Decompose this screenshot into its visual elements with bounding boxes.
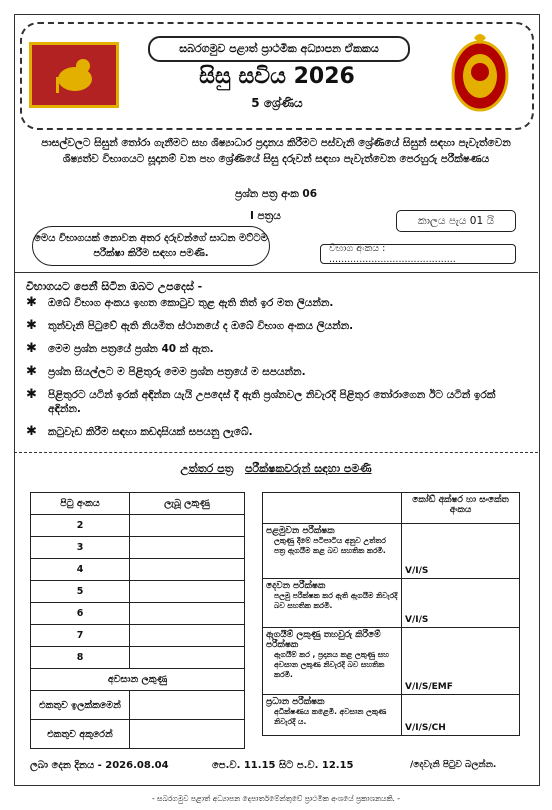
list-item: ✱ තුන්වැනි පිටුවේ ඇති නියමිත ස්ථානයේ ද ඔබේ විභාග අංකය ලියන්න. (26, 318, 354, 333)
answer-sheet-title: උත්තර පත්‍ර පරීක්ෂකවරුන් සඳහා පමණි (180, 462, 372, 475)
instructions-list (26, 296, 522, 448)
table-row: එකතුව අකුරෙන් (31, 720, 245, 749)
marks-table (30, 492, 245, 749)
exam-time: පෙ.ව. 11.15 සිට ප.ව. 12.15 (212, 760, 354, 771)
organization-label: සබරගමුව පළාත් ප්‍රාථමික අධ්‍යාපන ඒකකය (148, 36, 410, 62)
table-row: අවසාන ලකුණු (31, 669, 245, 691)
index-number-field[interactable]: විභාග අංකය : .......................................... (320, 244, 516, 264)
examiner-table (262, 492, 520, 736)
table-row: පිටු අංකය ලැබූ ලකුණු (31, 493, 245, 515)
exam-date: ලබා දෙන දිනය - 2026.08.04 (30, 760, 169, 771)
total-digits-cell[interactable] (130, 691, 245, 720)
dashed-divider (14, 452, 538, 453)
turn-page-note: /දෙවැනි පිටුව බලන්න. (410, 760, 497, 770)
table-row: දෙවන පරීක්ෂක පලමු පරීක්ෂක කර ඇති ඇගයීම නිවැරදි බව සහතික කරමි. V/I/S (263, 579, 520, 628)
table-row: පළමුවන පරීක්ෂක ලකුණු දීමේ පටිපාටිය අනුව උත්තර පත්‍ර ඇගයීම කළ බව සහතික කරමි. V/I/S (263, 524, 520, 579)
table-row: 2 (31, 515, 245, 537)
asterisk-icon: ✱ (26, 341, 37, 356)
instructions-title: විභාගයට පෙනී සිටින ඔබට උපදෙස් - (26, 280, 203, 293)
lion-icon (50, 53, 100, 97)
asterisk-icon: ✱ (26, 318, 37, 333)
marks-cell[interactable] (130, 559, 245, 581)
table-row: 3 (31, 537, 245, 559)
grade-label: 5 ශ්‍රේණිය (251, 96, 303, 110)
asterisk-icon: ✱ (26, 295, 37, 310)
asterisk-icon: ✱ (26, 387, 37, 402)
table-row: 6 (31, 603, 245, 625)
marks-cell[interactable] (130, 515, 245, 537)
table-row: එකතුව ඉලක්කමෙන් (31, 691, 245, 720)
marks-cell[interactable] (130, 537, 245, 559)
marks-cell[interactable] (130, 647, 245, 669)
table-row: 5 (31, 581, 245, 603)
state-emblem (448, 30, 512, 116)
table-row: ඇගයීම් ලකුණු තහවුරු කිරීමේ පරීක්ෂක ඇගයීම් කර , ප්‍රදානය කළ ලකුණු සහ අවසාන ලකුණ නිවැරදි බව සහතික කරමි. V/I/S/EMF (263, 628, 520, 695)
footer-note: - සබරගමුව පළාත් අධ්‍යාපන දෙපාර්තමේන්තුවේ ප්‍රාථමික අංශයේ ප්‍රකාශනයකි. - (151, 794, 401, 803)
total-words-cell[interactable] (130, 720, 245, 749)
paper-number: ප්‍රශ්න පත්‍ර අංක 06 (234, 188, 318, 200)
marks-cell[interactable] (130, 625, 245, 647)
intro-text: පාසල්වලට සිසුන් තෝරා ගැනීමට සහ ශිෂ්‍යාධාර ප්‍රදානය කිරීමට පස්වැනි ශ්‍රේණියේ සිසුන් සඳහා පැවැත්වෙන ශිෂ්‍යත්ව විභාගයට සූදානම් වන පහ ශ්‍රේණියේ සිසු දරුවන් සඳහා පැවැත්වෙන පෙරහුරු පරීක්ෂණය (41, 137, 511, 165)
table-row: කෝඩ් අක්ෂර හා සංකේත අංකය (263, 493, 520, 524)
list-item: ✱ ඔබේ විභාග අංකය ඉහත කොටුව තුළ ඇති තිත් ඉර මත ලියන්න. (26, 295, 334, 310)
list-item: ✱ ප්‍රශ්න සියල්ලට ම පිළිතුරු මෙම ප්‍රශ්න පත්‍රයේ ම සපයන්න. (26, 364, 306, 379)
asterisk-icon: ✱ (26, 364, 37, 379)
time-box: කාලය පැය 01 යි (396, 210, 516, 232)
asterisk-icon: ✱ (26, 424, 37, 439)
list-item: ✱ කටුවැඩ කිරීම සඳහා කඩදාසියක් සපයනු ලැබේ. (26, 424, 253, 439)
divider (14, 272, 538, 273)
marks-cell[interactable] (130, 603, 245, 625)
table-row: 7 (31, 625, 245, 647)
note-box: මෙය විභාගයක් නොවන අතර දරුවන්ගේ සාධන මට්ටම පරීක්ෂා කිරීම සඳහා පමණි. (32, 226, 270, 266)
exam-title: සිසු සවිය 2026 (199, 64, 355, 89)
list-item: ✱ මෙම ප්‍රශ්න පත්‍රයේ ප්‍රශ්න 40 ක් ඇත. (26, 341, 214, 356)
national-flag (29, 42, 119, 108)
marks-cell[interactable] (130, 581, 245, 603)
part-label: I පත්‍රය (250, 210, 281, 222)
table-row: 8 (31, 647, 245, 669)
table-row: ප්‍රධාන පරීක්ෂක අධීක්ෂණය කළෙමි. අවසාන ලකුණ නිවැරදි ය. V/I/S/CH (263, 695, 520, 736)
table-row: 4 (31, 559, 245, 581)
list-item: ✱ පිළිතුරට යටින් ඉරක් අඳින්න යැයි උපදෙස් දී ඇති ප්‍රශ්නවල නිවැරදි පිළිතුර තෝරාගෙන ඊට යටින් ඉරක් අඳින්න. (26, 387, 496, 415)
